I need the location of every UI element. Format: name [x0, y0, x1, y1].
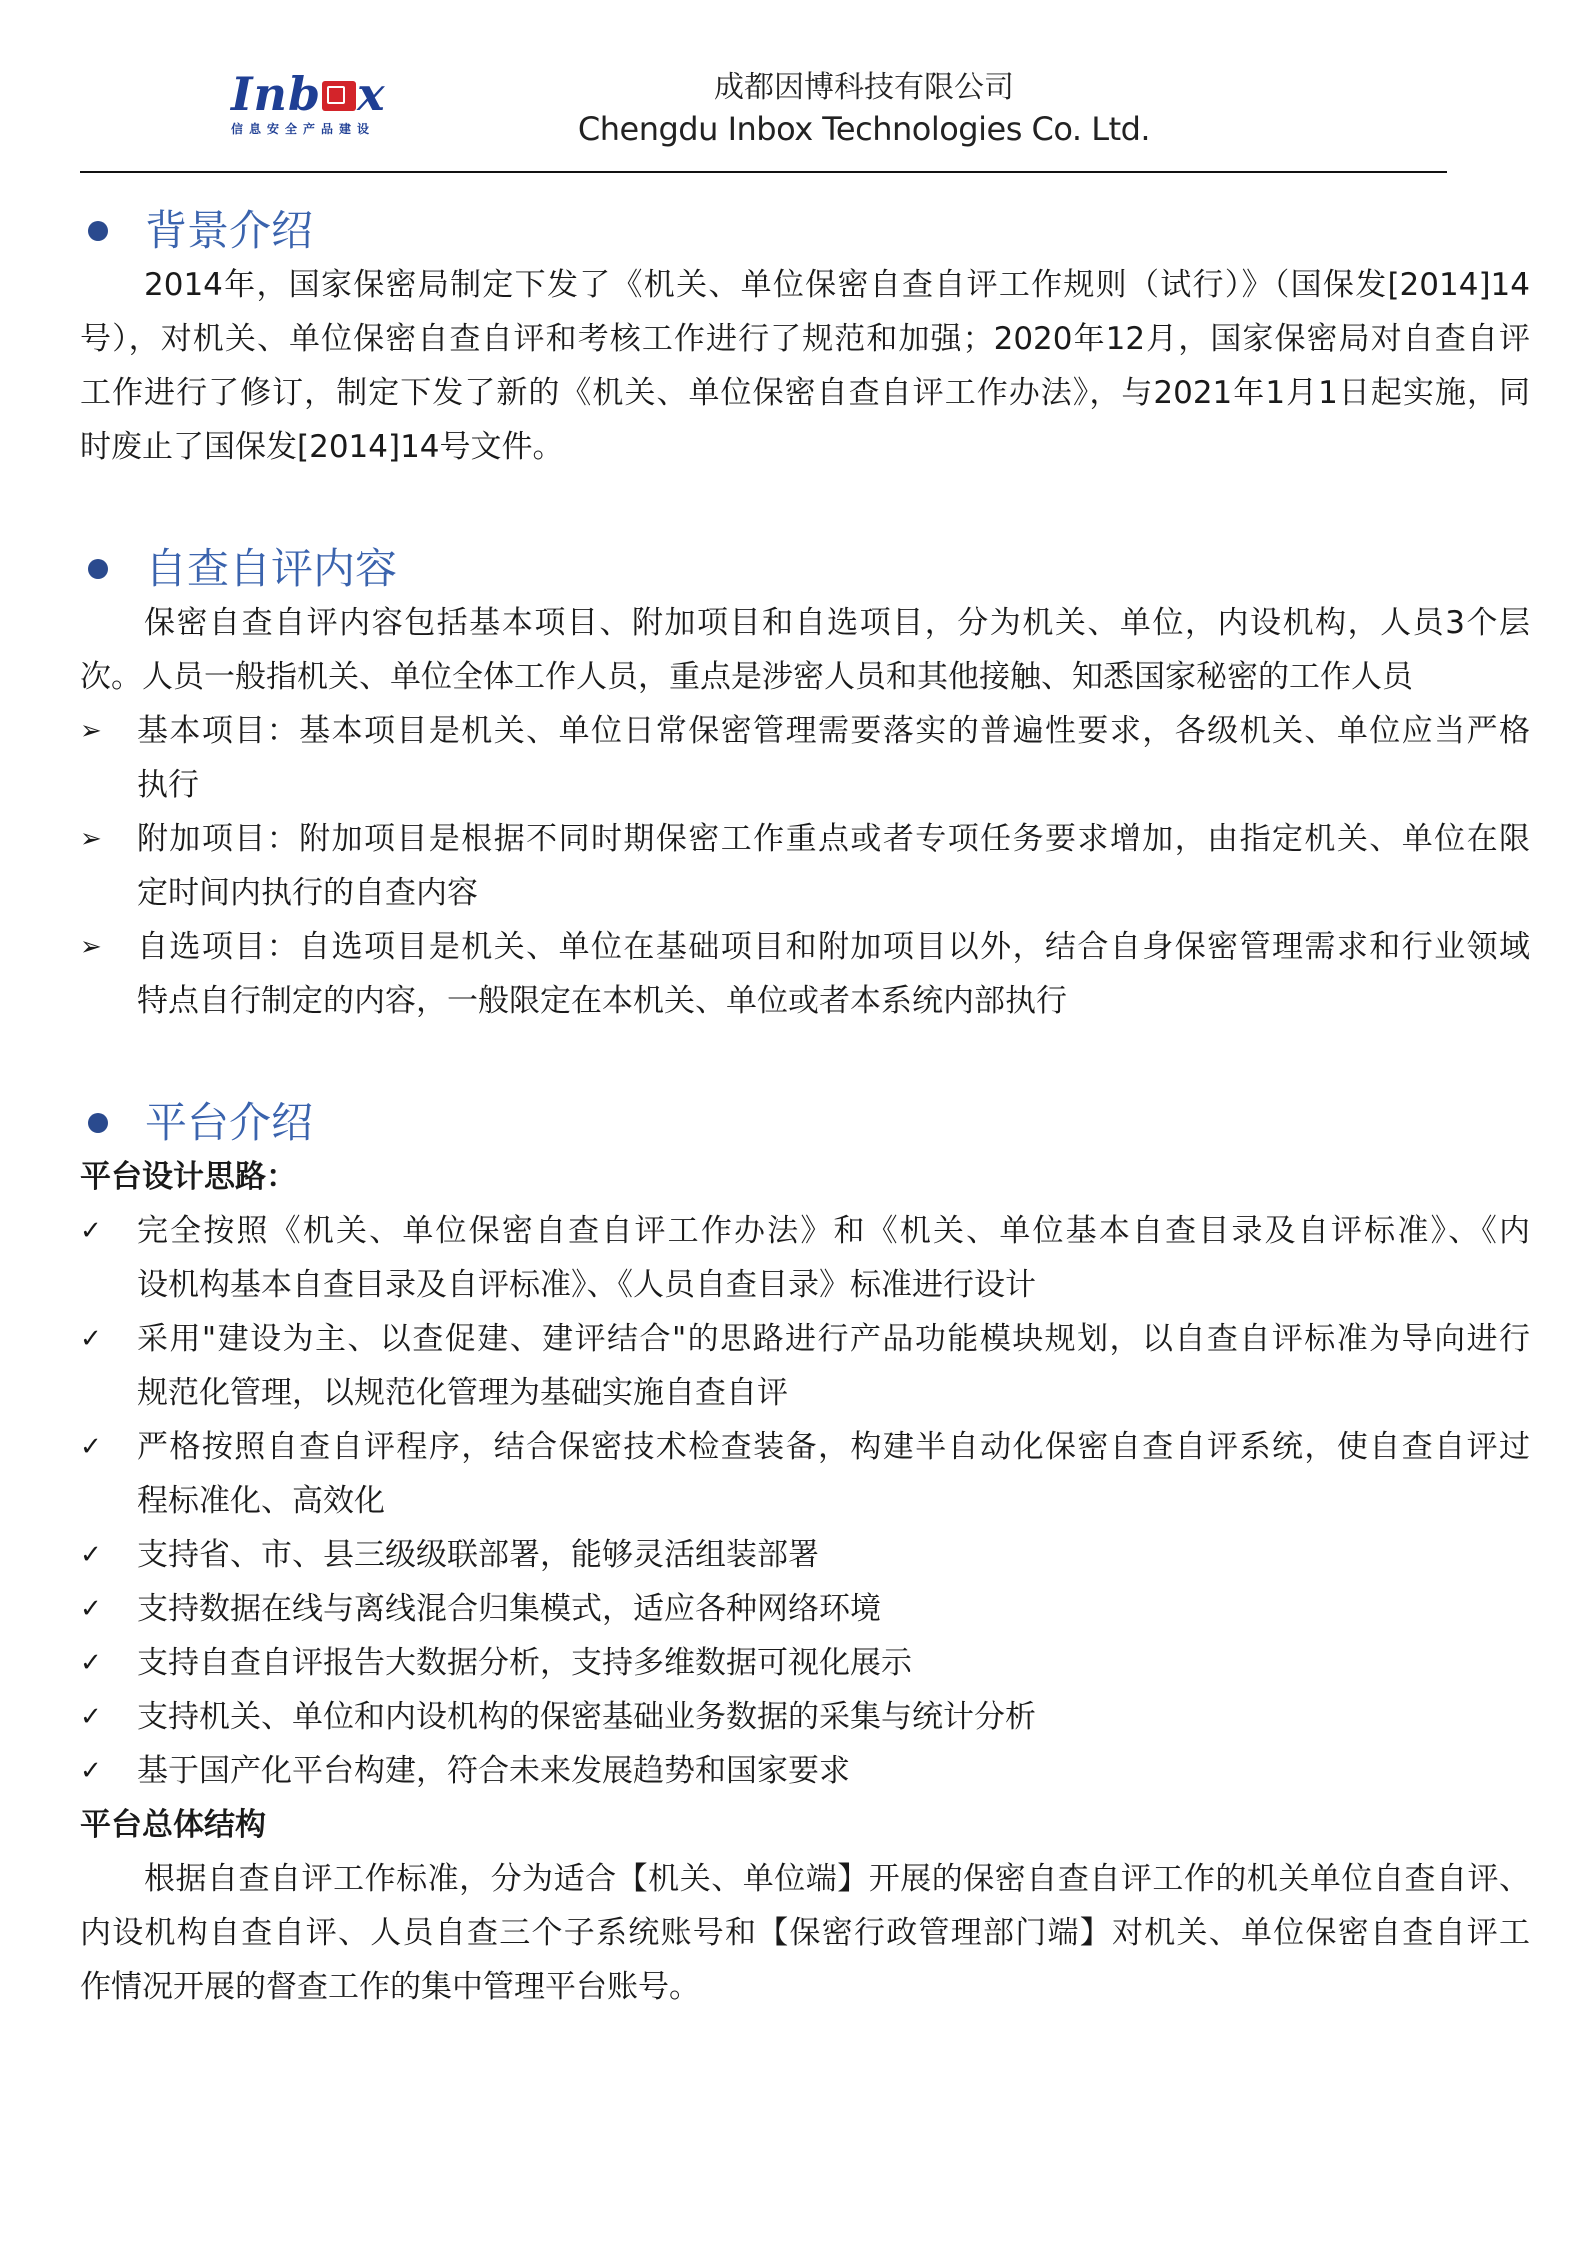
list-item-text: 附加项目：附加项目是根据不同时期保密工作重点或者专项任务要求增加，由指定机关、单位在限 [137, 821, 1530, 857]
list-item [80, 1312, 1530, 1420]
paragraph-line: 2014年，国家保密局制定下发了《机关、单位保密自查自评工作规则（试行）》（国保发[2014]14 [144, 267, 1530, 303]
list-item [80, 704, 1530, 812]
document-body [80, 204, 1530, 2014]
arrow-bullet-icon: ➢ [80, 716, 102, 746]
list-item-text: 支持数据在线与离线混合归集模式，适应各种网络环境 [137, 1591, 881, 1627]
paragraph-line: 工作进行了修订，制定下发了新的《机关、单位保密自查自评工作办法》，与2021年1月1日起实施，同 [80, 375, 1530, 411]
company-name-en: Chengdu Inbox Technologies Co. Ltd. [577, 110, 1151, 148]
list-item [80, 812, 1530, 920]
paragraph-line: 号），对机关、单位保密自查自评和考核工作进行了规范和加强；2020年12月，国家保密局对自查自评 [80, 321, 1530, 357]
list-item [80, 1690, 1530, 1744]
list-item [80, 1744, 1530, 1798]
list-item-text: 特点自行制定的内容，一般限定在本机关、单位或者本系统内部执行 [137, 983, 1067, 1019]
arrow-bullet-icon: ➢ [80, 932, 102, 962]
section-gap [80, 1028, 1530, 1096]
subheading-structure: 平台总体结构 [80, 1807, 266, 1843]
paragraph-line: 次。人员一般指机关、单位全体工作人员，重点是涉密人员和其他接触、知悉国家秘密的工作人员 [80, 659, 1413, 695]
paragraph-line: 时废止了国保发[2014]14号文件。 [80, 429, 564, 465]
section-title: 自查自评内容 [145, 544, 398, 593]
list-item [80, 1582, 1530, 1636]
checkmark-icon: ✓ [80, 1702, 102, 1732]
list-item-text: 支持省、市、县三级级联部署，能够灵活组装部署 [137, 1537, 819, 1573]
company-name-cn: 成都因博科技有限公司 [714, 70, 1014, 105]
section-gap [80, 474, 1530, 542]
checkmark-icon: ✓ [80, 1216, 102, 1246]
list-item [80, 1204, 1530, 1312]
list-item-text: 规范化管理，以规范化管理为基础实施自查自评 [137, 1375, 788, 1411]
arrow-bullet-icon: ➢ [80, 824, 102, 854]
list-item-text: 程标准化、高效化 [137, 1483, 385, 1519]
checkmark-icon: ✓ [80, 1594, 102, 1624]
list-item [80, 920, 1530, 1028]
bullet-dot-icon [88, 559, 108, 579]
list-item [80, 1636, 1530, 1690]
section-title: 平台介绍 [145, 1098, 314, 1147]
paragraph-line: 保密自查自评内容包括基本项目、附加项目和自选项目，分为机关、单位，内设机构，人员3个层 [144, 605, 1530, 641]
bullet-dot-icon [88, 221, 108, 241]
paragraph-line: 作情况开展的督查工作的集中管理平台账号。 [80, 1969, 700, 2005]
safe-icon [322, 81, 356, 111]
list-item-text: 完全按照《机关、单位保密自查自评工作办法》和《机关、单位基本自查目录及自评标准》、《内 [137, 1213, 1530, 1249]
section-heading [80, 542, 1530, 596]
list-item-text: 定时间内执行的自查内容 [137, 875, 478, 911]
list-item-text: 执行 [137, 767, 199, 803]
list-item-text: 基于国产化平台构建，符合未来发展趋势和国家要求 [137, 1753, 850, 1789]
list-item-text: 设机构基本自查目录及自评标准》、《人员自查目录》标准进行设计 [137, 1267, 1036, 1303]
checkmark-icon: ✓ [80, 1324, 102, 1354]
checkmark-icon: ✓ [80, 1648, 102, 1678]
list-item-text: 自选项目：自选项目是机关、单位在基础项目和附加项目以外，结合自身保密管理需求和行业领域 [137, 929, 1530, 965]
header-divider [80, 171, 1447, 173]
subheading-design: 平台设计思路： [80, 1159, 297, 1195]
list-item-text: 采用"建设为主、以查促建、建评结合"的思路进行产品功能模块规划，以自查自评标准为导向进行 [137, 1321, 1530, 1357]
company-logo [231, 67, 406, 140]
section-heading [80, 1096, 1530, 1150]
checkmark-icon: ✓ [80, 1756, 102, 1786]
list-item-text: 支持自查自评报告大数据分析，支持多维数据可视化展示 [137, 1645, 912, 1681]
list-item-text: 严格按照自查自评程序，结合保密技术检查装备，构建半自动化保密自查自评系统，使自查自评过 [137, 1429, 1530, 1465]
paragraph-line: 根据自查自评工作标准，分为适合【机关、单位端】开展的保密自查自评工作的机关单位自查自评、 [144, 1861, 1530, 1897]
list-item [80, 1420, 1530, 1528]
section-title: 背景介绍 [145, 206, 314, 255]
logo-subtitle: 信息安全产品建设 [231, 122, 376, 136]
list-item-text: 基本项目：基本项目是机关、单位日常保密管理需要落实的普遍性要求，各级机关、单位应当严格 [137, 713, 1530, 749]
bullet-dot-icon [88, 1113, 108, 1133]
checkmark-icon: ✓ [80, 1432, 102, 1462]
logo-wordmark: Inb x [231, 67, 386, 121]
section-heading [80, 204, 1530, 258]
list-item-text: 支持机关、单位和内设机构的保密基础业务数据的采集与统计分析 [137, 1699, 1036, 1735]
list-item [80, 1528, 1530, 1582]
checkmark-icon: ✓ [80, 1540, 102, 1570]
paragraph-line: 内设机构自查自评、人员自查三个子系统账号和【保密行政管理部门端】对机关、单位保密自查自评工 [80, 1915, 1530, 1951]
